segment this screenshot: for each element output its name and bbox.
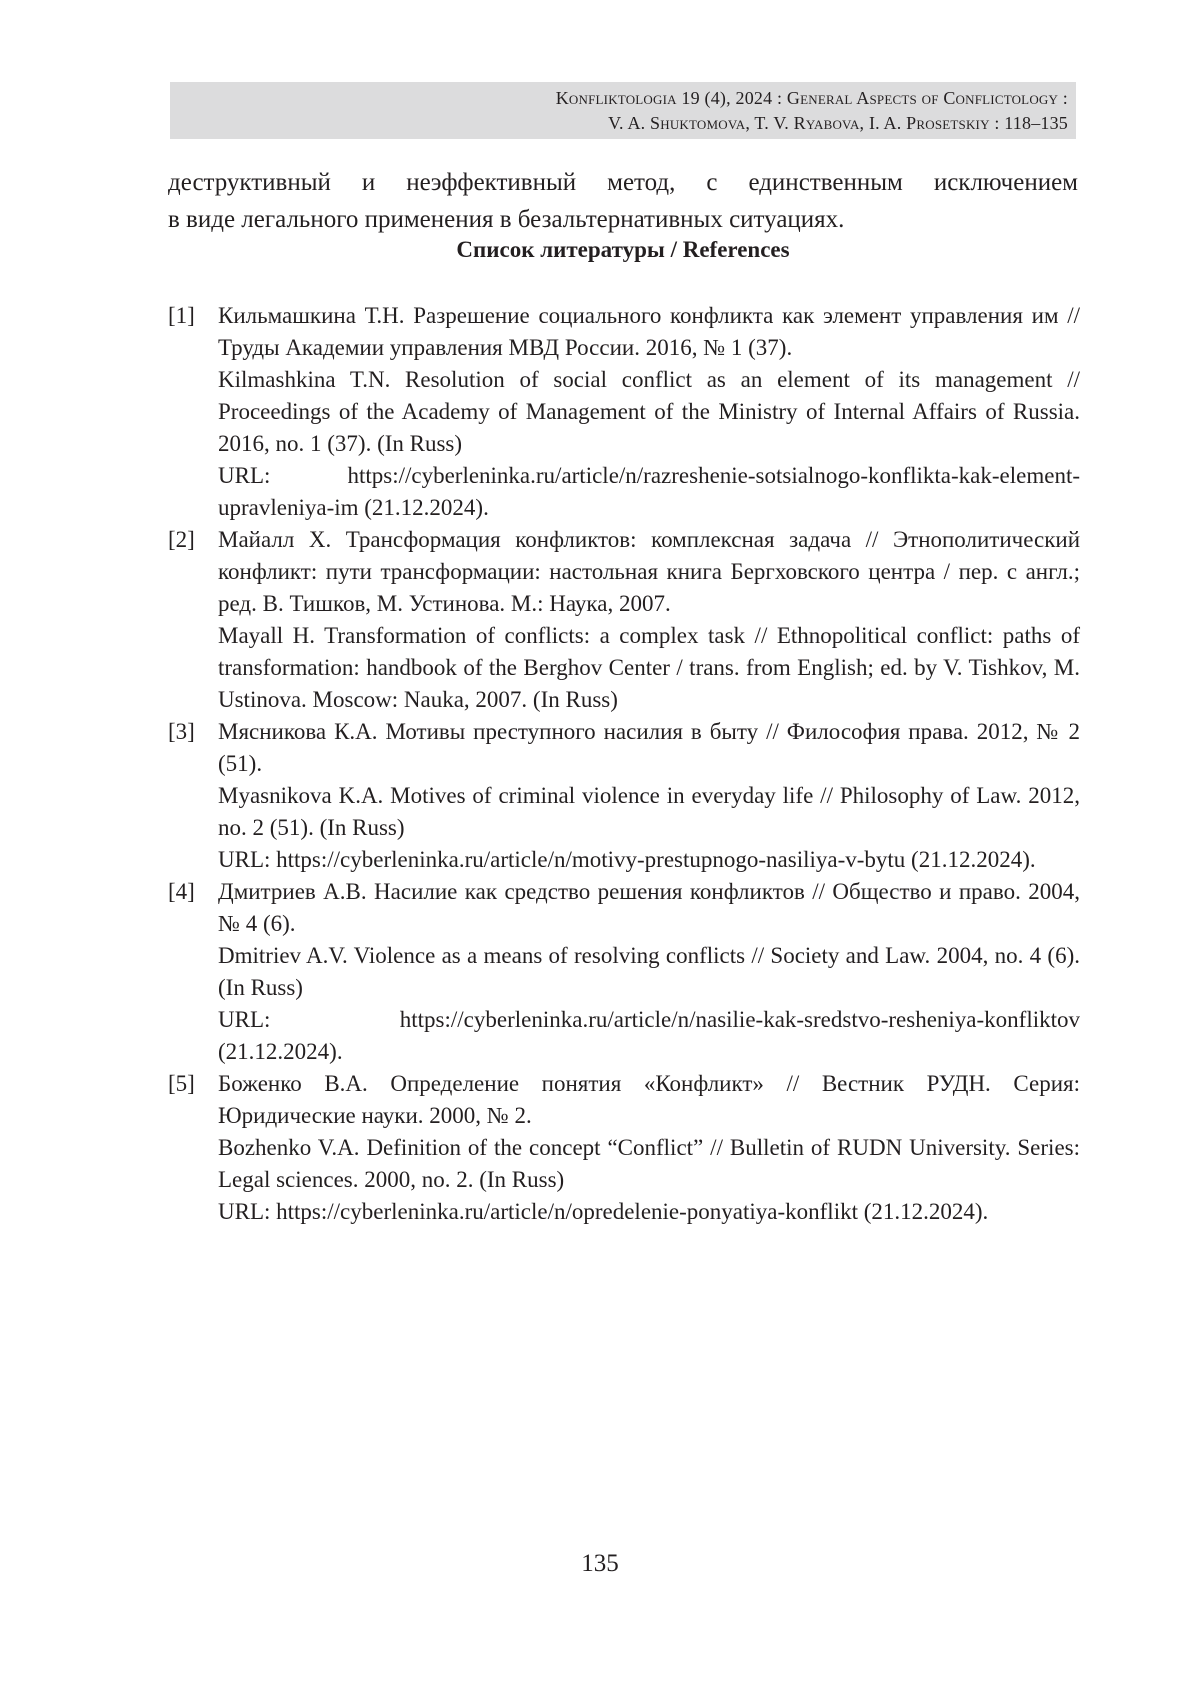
header-journal-line: Konfliktologia 19 (4), 2024 : General Aspects of Conflictology : — [555, 88, 1068, 108]
reference-english: Myasnikova K.A. Motives of criminal violence in everyday life // Philosophy of Law. 2012, no. 2 (51). (In Russ) — [218, 783, 1080, 840]
reference-english: Bozhenko V.A. Definition of the concept “Conflict” // Bulletin of RUDN University. Series: Legal sciences. 2000, no. 2. (In Russ) — [218, 1135, 1080, 1192]
reference-list — [168, 300, 1080, 1228]
reference-url[interactable]: URL: https://cyberleninka.ru/article/n/opredelenie-ponyatiya-konflikt (21.12.2024). — [218, 1199, 989, 1224]
running-header — [170, 82, 1076, 139]
reference-number: [3] — [168, 719, 195, 744]
reference-english: Mayall H. Transformation of conflicts: a complex task // Ethnopolitical conflict: paths of transformation: handbook of the Berghov Center / trans. from English; ed. by V. Tishkov, M. Ustinova. Moscow: Nauka, 2007. (In Russ) — [218, 623, 1080, 712]
references-heading: Список литературы / References — [456, 237, 790, 262]
reference-number: [2] — [168, 527, 195, 552]
reference-russian: Кильмашкина Т.Н. Разрешение социального конфликта как элемент управления им // Труды Академии управления МВД России. 2016, № 1 (37). — [218, 303, 1080, 360]
body-paragraph — [168, 164, 1078, 238]
reference-url[interactable]: URL: https://cyberleninka.ru/article/n/razreshenie-sotsialnogo-konflikta-kak-element-upravleniya-im (21.12.2024). — [218, 463, 1080, 520]
reference-number: [5] — [168, 1071, 195, 1096]
reference-russian: Майалл Х. Трансформация конфликтов: комплексная задача // Этнополитический конфликт: пути трансформации: настольная книга Бергховского центра / пер. с англ.; ред. В. Тишков, М. Устинова. М.: Наука, 2007. — [218, 527, 1080, 616]
reference-item-1 — [168, 300, 1080, 524]
reference-russian: Боженко В.А. Определение понятия «Конфликт» // Вестник РУДН. Серия: Юридические науки. 2000, № 2. — [218, 1071, 1080, 1128]
reference-item-5 — [168, 1068, 1080, 1228]
body-line-2: в виде легального применения в безальтернативных ситуациях. — [168, 206, 845, 233]
reference-url[interactable]: URL: https://cyberleninka.ru/article/n/motivy-prestupnogo-nasiliya-v-bytu (21.12.2024). — [218, 847, 1036, 872]
reference-russian: Дмитриев А.В. Насилие как средство решения конфликтов // Общество и право. 2004, № 4 (6). — [218, 879, 1080, 936]
reference-item-2 — [168, 524, 1080, 716]
header-authors-line: V. A. Shuktomova, T. V. Ryabova, I. A. Prosetskiy : 118–135 — [608, 113, 1068, 133]
reference-number: [1] — [168, 303, 195, 328]
reference-item-3 — [168, 716, 1080, 876]
page-number: 135 — [581, 1550, 619, 1577]
reference-russian: Мясникова К.А. Мотивы преступного насилия в быту // Философия права. 2012, № 2 (51). — [218, 719, 1080, 776]
reference-item-4 — [168, 876, 1080, 1068]
reference-number: [4] — [168, 879, 195, 904]
reference-english: Dmitriev A.V. Violence as a means of resolving conflicts // Society and Law. 2004, no. 4 (6). (In Russ) — [218, 943, 1080, 1000]
reference-english: Kilmashkina T.N. Resolution of social conflict as an element of its management // Proceedings of the Academy of Management of the Ministry of Internal Affairs of Russia. 2016, no. 1 (37). (In Russ) — [218, 367, 1080, 456]
body-line-1: деструктивный и неэффективный метод, с единственным исключением — [168, 169, 1078, 196]
reference-url[interactable]: URL: https://cyberleninka.ru/article/n/nasilie-kak-sredstvo-resheniya-konfliktov (21.12.2024). — [218, 1007, 1080, 1064]
